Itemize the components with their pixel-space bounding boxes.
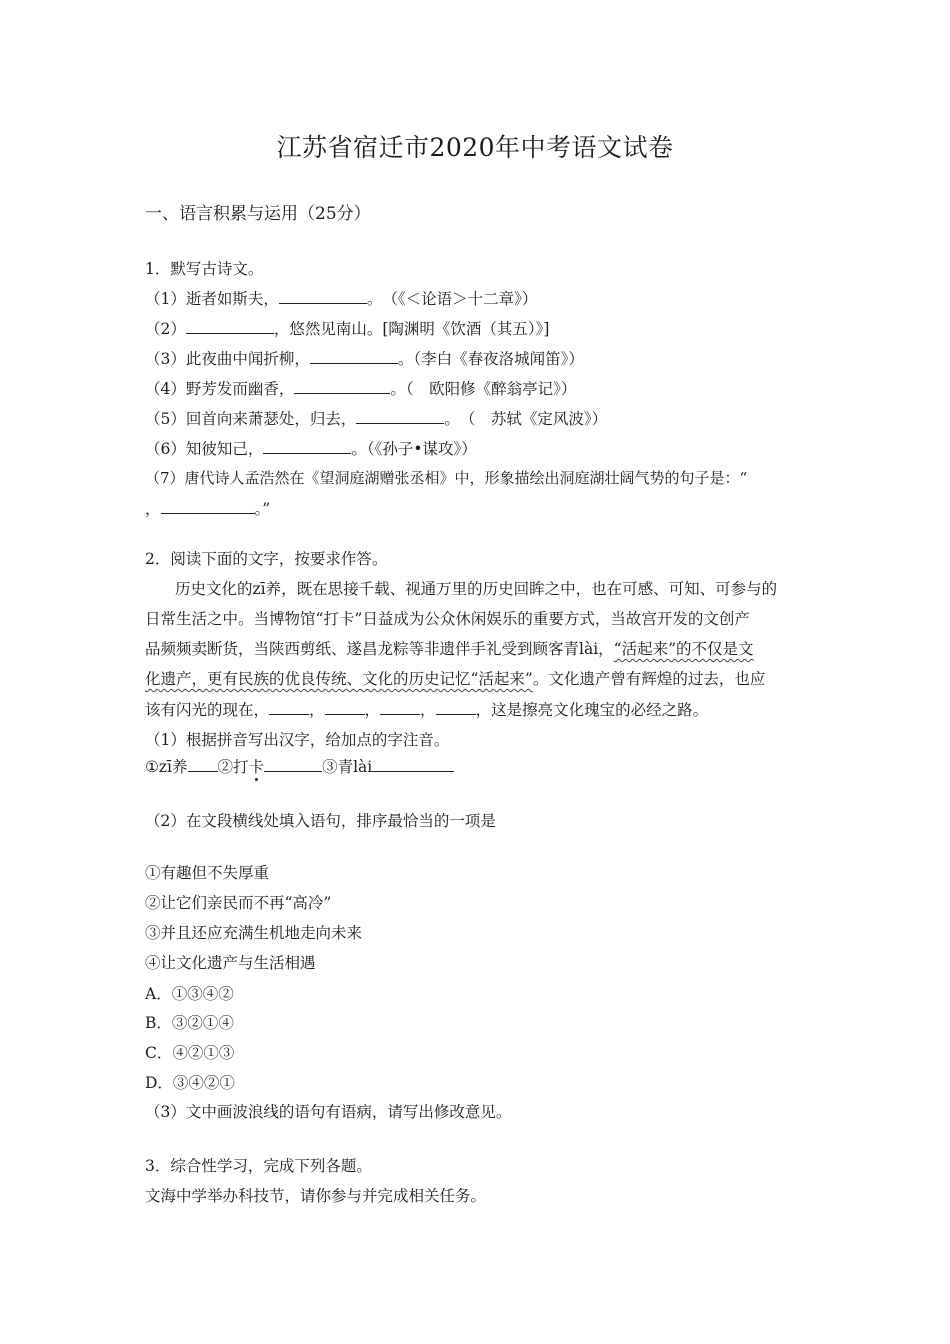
passage-line-3 [145,638,754,660]
q1-item-2-source: ，悠然见南山。[陶渊明《饮酒（其五）》] [273,320,550,338]
answer-blank[interactable] [188,755,218,772]
pinyin-item-1: ①zī养 [145,758,188,776]
q2-sub-1: （1）根据拼音写出汉字，给加点的字注音。 [145,731,450,749]
option-statement-3: ③并且还应充满生机地走向未来 [145,924,363,942]
choice-b[interactable]: B．③②①④ [145,1014,234,1032]
answer-blank[interactable] [264,755,322,772]
answer-blank[interactable] [356,407,444,424]
passage-line-2: 日常生活之中。当博物馆“打卡”日益成为公众休闲娱乐的重要方式，当故宫开发的文创产 [145,610,750,628]
choice-a[interactable]: A．①③④② [145,985,234,1003]
passage-line-5 [145,698,708,721]
passage-line-3-text: 品频频卖断货，当陕西剪纸、遂昌龙粽等非遗伴手礼受到顾客青lài， [145,640,614,658]
q1-item-3-text: （3）此夜曲中闻折柳， [145,350,310,368]
comma: ， [364,701,381,719]
comma: ， [309,701,325,719]
q1-item-7: （7）唐代诗人孟浩然在《望洞庭湖赠张丞相》中，形象描绘出洞庭湖壮阔气势的句子是：“ [145,469,748,487]
q1-item-1 [145,287,537,310]
pinyin-item-3: ③青lài [322,758,373,776]
fill-blank-1[interactable] [269,698,309,715]
q1-item-5-text: （5）回首向来萧瑟处，归去， [145,410,357,428]
choice-d[interactable]: D．③④②① [145,1074,235,1092]
question-1-stem: 1．默写古诗文。 [145,260,264,278]
option-statement-4: ④让文化遗产与生活相遇 [145,954,316,972]
q2-sub-2: （2）在文段横线处填入语句，排序最恰当的一项是 [145,812,496,830]
passage-line-4-text: 。文化遗产曾有辉煌的过去，也应 [532,670,766,688]
q1-item-7-end: 。” [254,500,271,518]
answer-blank[interactable] [294,377,390,394]
pinyin-item-2: ②打 [217,758,249,776]
fill-blank-2[interactable] [325,698,365,715]
q1-item-4-text: （4）野芳发而幽香， [145,380,295,398]
choice-c[interactable]: C．④②①③ [145,1044,235,1062]
q1-item-3-source: 。（李白《春夜洛城闻笛》） [397,350,584,368]
q1-item-2-text: （2） [145,320,186,338]
dotted-character: 卡 [248,758,265,776]
wavy-underlined-sentence: “活起来”的不仅是文 [613,640,754,658]
answer-blank[interactable] [161,497,255,514]
q1-item-5 [145,407,607,430]
section-heading: 一、语言积累与运用（25分） [145,204,371,224]
passage-line-5-end: ，这是擦亮文化瑰宝的必经之路。 [475,701,709,719]
comma: ， [420,701,436,719]
wavy-underlined-sentence-cont: 化遗产，更有民族的优良传统、文化的历史记忆“活起来” [145,670,533,688]
question-3-intro: 文海中学举办科技节，请你参与并完成相关任务。 [145,1187,487,1205]
passage-line-4 [145,668,765,690]
q2-sub-3: （3）文中画波浪线的语句有语病，请写出修改意见。 [145,1103,512,1121]
q1-item-5-source: 。 （ 苏轼《定风波》） [444,410,608,428]
passage-line-1: 历史文化的zī养，既在思接千载、视通万里的历史回眸之中，也在可感、可知、可参与的 [175,580,778,598]
q1-item-6-source: 。（《孙子•谋攻》） [351,440,477,458]
q1-item-2 [145,317,549,340]
answer-blank[interactable] [186,317,274,334]
passage-line-5-text: 该有闪光的现在， [145,701,270,719]
answer-blank[interactable] [372,755,454,772]
page-title: 江苏省宿迁市2020年中考语文试卷 [276,133,674,162]
q1-item-1-source: 。 （《＜论语＞十二章》） [366,290,538,308]
q1-item-7-comma: ， [145,500,161,518]
q1-item-6-text: （6）知彼知己， [145,440,264,458]
q1-item-4 [145,377,576,400]
question-3-stem: 3．综合性学习，完成下列各题。 [145,1157,372,1175]
q1-item-6 [145,437,477,460]
answer-blank[interactable] [279,287,367,304]
q1-item-7-continued [145,497,270,520]
q1-item-1-text: （1）逝者如斯夫， [145,290,279,308]
option-statement-2: ②让它们亲民而不再“高冷” [145,894,332,912]
q1-item-3 [145,347,584,370]
fill-blank-4[interactable] [436,698,476,715]
option-statement-1: ①有趣但不失厚重 [145,864,270,882]
question-2-stem: 2．阅读下面的文字，按要求作答。 [145,550,388,568]
answer-blank[interactable] [263,437,351,454]
fill-blank-3[interactable] [380,698,420,715]
answer-blank[interactable] [310,347,398,364]
q2-sub-1-answers [145,755,454,778]
q1-item-4-source: 。（ 欧阳修《醉翁亭记》） [390,380,577,398]
